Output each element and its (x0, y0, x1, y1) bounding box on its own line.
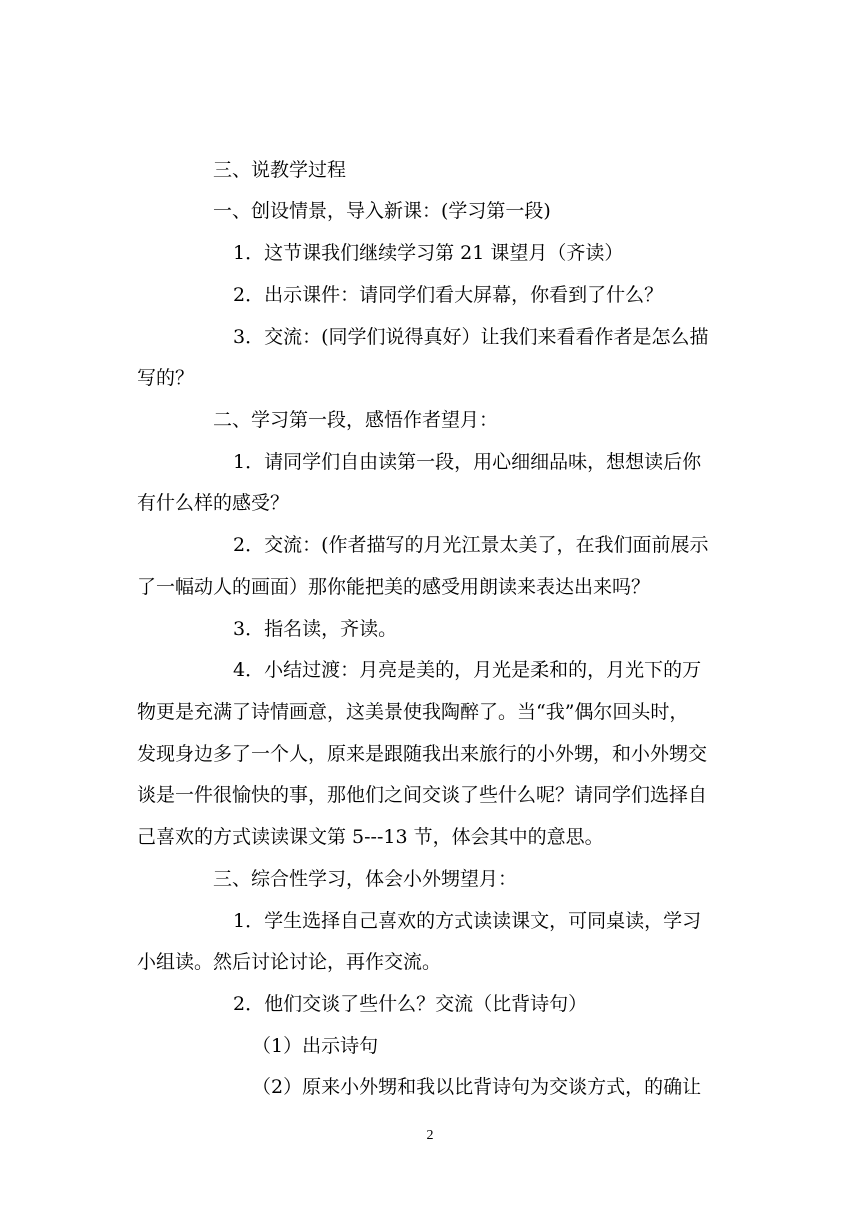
subsection-heading: 三、综合性学习，体会小外甥望月： (213, 868, 518, 890)
section-heading: 三、说教学过程 (213, 159, 347, 181)
paragraph-line: 写的？ (137, 367, 195, 389)
subsection-heading: 二、学习第一段，感悟作者望月： (213, 409, 499, 431)
paragraph-line: 2．他们交谈了些什么？交流（比背诗句） (233, 993, 588, 1015)
paragraph-line: 有什么样的感受？ (137, 492, 290, 514)
subsection-heading: 一、创设情景，导入新课：(学习第一段) (213, 200, 551, 222)
paragraph-line: 己喜欢的方式读读课文第 5---13 节，体会其中的意思。 (137, 826, 604, 848)
paragraph-line: （2）原来小外甥和我以比背诗句为交谈方式，的确让 (252, 1076, 702, 1098)
paragraph-line: 谈是一件很愉快的事，那他们之间交谈了些什么呢？请同学们选择自 (137, 784, 708, 806)
paragraph-line: 物更是充满了诗情画意，这美景使我陶醉了。当“我”偶尔回头时， (137, 701, 689, 723)
paragraph-line: 1．学生选择自己喜欢的方式读读课文，可同桌读，学习 (233, 910, 702, 932)
page-number: 2 (426, 1128, 434, 1143)
paragraph-line: （1）出示诗句 (252, 1035, 379, 1057)
paragraph-line: 了一幅动人的画面）那你能把美的感受用朗读来表达出来吗？ (137, 576, 651, 598)
paragraph-line: 3．交流：(同学们说得真好）让我们来看看作者是怎么描 (233, 326, 709, 348)
paragraph-line: 2．交流：(作者描写的月光江景太美了，在我们面前展示 (233, 534, 709, 556)
paragraph-line: 小组读。然后讨论讨论，再作交流。 (137, 951, 442, 973)
paragraph-line: 1．请同学们自由读第一段，用心细细品味，想想读后你 (233, 451, 702, 473)
paragraph-line: 1．这节课我们继续学习第 21 课望月（齐读） (233, 242, 624, 264)
paragraph-line: 发现身边多了一个人，原来是跟随我出来旅行的小外甥，和小外甥交 (137, 743, 708, 765)
paragraph-line: 3．指名读，齐读。 (233, 618, 398, 640)
paragraph-line: 4．小结过渡：月亮是美的，月光是柔和的，月光下的万 (233, 659, 702, 681)
paragraph-line: 2．出示课件：请同学们看大屏幕，你看到了什么？ (233, 284, 664, 306)
